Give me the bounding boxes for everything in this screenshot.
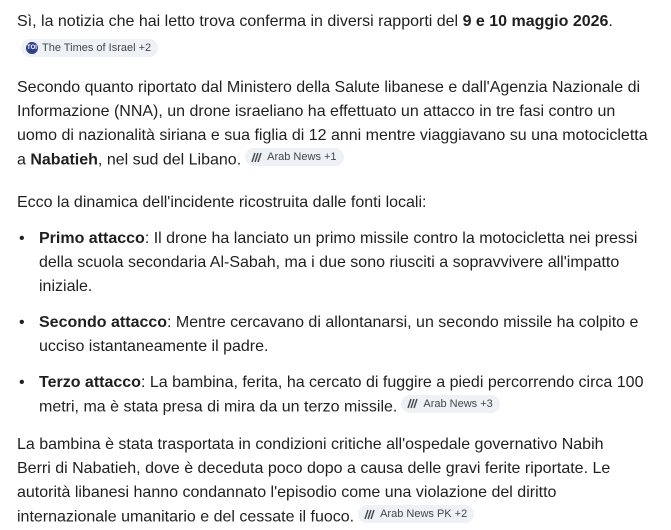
conclusion-paragraph (17, 433, 637, 530)
source-chip-label: Arab News +1 (267, 151, 337, 163)
source-chip-arab-news-pk[interactable] (358, 505, 474, 523)
source-chip-label: Arab News +3 (423, 397, 493, 410)
list-item (17, 311, 653, 359)
arab-news-logo-icon (406, 397, 419, 410)
summary-place: Nabatieh (30, 151, 98, 169)
list-item-title: Terzo attacco (39, 373, 141, 391)
bullet-icon: • (19, 373, 25, 391)
list-item-title: Secondo attacco (39, 313, 168, 331)
source-chip-label: The Times of Israel +2 (42, 42, 152, 54)
intro-dates: 9 e 10 maggio 2026 (462, 13, 609, 30)
source-chip-arab-news[interactable] (245, 148, 343, 166)
list-item-text: : La bambina, ferita, ha cercato di fuggire a piedi percorrendo circa 100 metri, ma è stata presa di mira da un terzo missile. (39, 373, 644, 415)
intro-text: Sì, la notizia che hai letto trova conferma in diversi rapporti del (17, 13, 463, 30)
times-of-israel-logo-icon: TOI (26, 42, 38, 54)
summary-paragraph (17, 76, 657, 173)
intro-paragraph (17, 10, 637, 58)
dynamics-intro: Ecco la dinamica dell'incidente ricostruita dalle fonti locali: (17, 193, 427, 211)
summary-text-end: , nel sud del Libano. (97, 151, 242, 169)
bullet-icon: • (19, 229, 25, 247)
list-item (17, 227, 653, 299)
list-item (17, 371, 653, 420)
arab-news-logo-icon (250, 151, 263, 164)
source-chip-arab-news-3[interactable] (401, 395, 499, 413)
list-item-text: : Mentre cercavano di allontanarsi, un secondo missile ha colpito e ucciso istantaneamente il padre. (39, 313, 639, 355)
bullet-icon: • (19, 313, 25, 331)
list-item-text: : Il drone ha lanciato un primo missile contro la motocicletta nei pressi della scuola secondaria Al-Sabah, ma i due sono riusciti a sopravvivere all'impatto iniziale. (39, 229, 638, 295)
conclusion-text: La bambina è stata trasportata in condizioni critiche all'ospedale governativo Nabih Berri di Nabatieh, dove è deceduta poco dopo a causa delle gravi ferite riportate. Le autorità libanesi hanno condannato l'episodio come una violazione del diritto internazionale umanitario e del cessate il fuoco. (17, 436, 611, 526)
attack-list (17, 227, 671, 420)
summary-text: Secondo quanto riportato dal Ministero della Salute libanese e dall'Agenzia Nazionale di Informazione (NNA), un drone israeliano ha effettuato un attacco in tre fasi contro un uomo di nazionalità siriana e sua figlia di 12 anni mentre viaggiavano su una motocicletta a (17, 79, 648, 169)
source-chip-times-of-israel[interactable] (21, 39, 158, 57)
list-item-title: Primo attacco (39, 229, 145, 247)
source-chip-label: Arab News PK +2 (380, 508, 468, 520)
intro-punctuation: . (608, 13, 613, 30)
